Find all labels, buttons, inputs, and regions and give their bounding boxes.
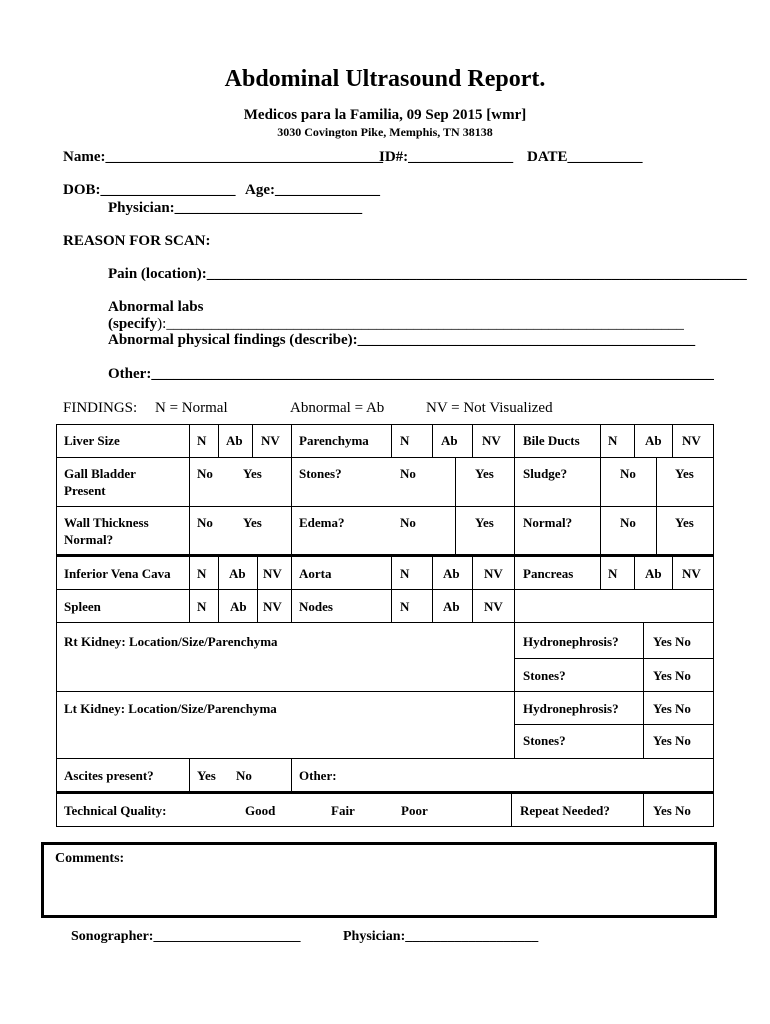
legend-normal: N = Normal xyxy=(155,400,228,416)
pancreas-nv-option[interactable]: NV xyxy=(682,566,701,581)
edema-no-option[interactable]: No xyxy=(400,515,416,530)
lt-stones-options[interactable]: Yes No xyxy=(653,733,691,748)
spleen-n-option[interactable]: N xyxy=(197,599,207,614)
parenchyma-n-option[interactable]: N xyxy=(400,433,410,448)
wall-no-option[interactable]: No xyxy=(197,515,213,530)
gall-bladder-label: Gall Bladder xyxy=(64,466,136,481)
stones-no-option[interactable]: No xyxy=(400,466,416,481)
nodes-nv-option[interactable]: NV xyxy=(484,599,503,614)
parenchyma-nv-option[interactable]: NV xyxy=(482,433,501,448)
stones-yes-option[interactable]: Yes xyxy=(475,466,494,481)
edema-yes-option[interactable]: Yes xyxy=(475,515,494,530)
labs-line: ):_____________________________________________________________________ xyxy=(157,316,684,332)
aorta-nv-option[interactable]: NV xyxy=(484,566,503,581)
clinic-line: Medicos para la Familia, 09 Sep 2015 [wmr] xyxy=(243,107,527,123)
technical-quality-label: Technical Quality: xyxy=(64,803,167,818)
gall-present-label: Present xyxy=(64,483,106,498)
pancreas-ab-option[interactable]: Ab xyxy=(645,566,662,581)
liver-nv-option[interactable]: NV xyxy=(261,433,280,448)
rt-stones-options[interactable]: Yes No xyxy=(653,668,691,683)
address-line: 3030 Covington Pike, Memphis, TN 38138 xyxy=(277,125,493,139)
reason-heading: REASON FOR SCAN: xyxy=(63,233,211,249)
lt-hydro-label: Hydronephrosis? xyxy=(523,701,619,716)
quality-good-option[interactable]: Good xyxy=(245,803,276,818)
liver-size-label: Liver Size xyxy=(64,433,120,448)
spleen-label: Spleen xyxy=(64,599,101,614)
sludge-yes-option[interactable]: Yes xyxy=(675,466,694,481)
nodes-ab-option[interactable]: Ab xyxy=(443,599,460,614)
footer-physician-field[interactable]: Physician:___________________ xyxy=(343,929,539,944)
labs-label: Abnormal labs (specify xyxy=(108,299,204,332)
aorta-ab-option[interactable]: Ab xyxy=(443,566,460,581)
labs-field[interactable] xyxy=(108,299,770,333)
physical-field[interactable]: Abnormal physical findings (describe):_____________________________________________ xyxy=(108,332,696,348)
lt-hydro-options[interactable]: Yes No xyxy=(653,701,691,716)
age-field[interactable]: Age:______________ xyxy=(245,182,380,198)
ascites-no-option[interactable]: No xyxy=(236,768,252,783)
bile-ducts-label: Bile Ducts xyxy=(523,433,580,448)
wall-thickness-label: Wall Thickness xyxy=(64,515,149,530)
ascites-other-field[interactable]: Other: xyxy=(299,768,337,783)
quality-fair-option[interactable]: Fair xyxy=(331,803,355,818)
bile-ab-option[interactable]: Ab xyxy=(645,433,662,448)
pancreas-label: Pancreas xyxy=(523,566,574,581)
rt-kidney-label: Rt Kidney: Location/Size/Parenchyma xyxy=(64,634,278,649)
ascites-label: Ascites present? xyxy=(64,768,154,783)
ivc-n-option[interactable]: N xyxy=(197,566,207,581)
nodes-label: Nodes xyxy=(299,599,333,614)
repeat-options[interactable]: Yes No xyxy=(653,803,691,818)
ivc-label: Inferior Vena Cava xyxy=(64,566,171,581)
spleen-nv-option[interactable]: NV xyxy=(263,599,282,614)
rt-stones-label: Stones? xyxy=(523,668,566,683)
wall-normal-label: Normal? xyxy=(64,532,114,547)
dob-field[interactable]: DOB:__________________ xyxy=(63,182,236,198)
parenchyma-ab-option[interactable]: Ab xyxy=(441,433,458,448)
nodes-n-option[interactable]: N xyxy=(400,599,410,614)
pain-field[interactable]: Pain (location):________________________________________________________________________ xyxy=(108,266,747,282)
physician-field[interactable]: Physician:_________________________ xyxy=(108,200,363,216)
ivc-nv-option[interactable]: NV xyxy=(263,566,282,581)
edema-label: Edema? xyxy=(299,515,345,530)
rt-hydro-options[interactable]: Yes No xyxy=(653,634,691,649)
bile-n-option[interactable]: N xyxy=(608,433,618,448)
ascites-yes-option[interactable]: Yes xyxy=(197,768,216,783)
wall-yes-option[interactable]: Yes xyxy=(243,515,262,530)
normal-label: Normal? xyxy=(523,515,573,530)
sludge-label: Sludge? xyxy=(523,466,568,481)
aorta-label: Aorta xyxy=(299,566,332,581)
comments-box[interactable] xyxy=(41,842,717,918)
pancreas-n-option[interactable]: N xyxy=(608,566,618,581)
liver-ab-option[interactable]: Ab xyxy=(226,433,243,448)
gall-no-option[interactable]: No xyxy=(197,466,213,481)
comments-label: Comments: xyxy=(55,851,125,866)
report-title: Abdominal Ultrasound Report. xyxy=(224,66,546,92)
gall-yes-option[interactable]: Yes xyxy=(243,466,262,481)
lt-kidney-label: Lt Kidney: Location/Size/Parenchyma xyxy=(64,701,277,716)
legend-nv: NV = Not Visualized xyxy=(426,400,553,416)
sludge-no-option[interactable]: No xyxy=(620,466,636,481)
other-field[interactable]: Other:___________________________________________________________________________ xyxy=(108,366,714,382)
quality-poor-option[interactable]: Poor xyxy=(401,803,428,818)
parenchyma-label: Parenchyma xyxy=(299,433,369,448)
date-field[interactable]: DATE__________ xyxy=(527,149,643,165)
bile-nv-option[interactable]: NV xyxy=(682,433,701,448)
liver-n-option[interactable]: N xyxy=(197,433,207,448)
stones-label: Stones? xyxy=(299,466,342,481)
spleen-ab-option[interactable]: Ab xyxy=(230,599,247,614)
id-field[interactable]: ID#:______________ xyxy=(379,149,514,165)
sonographer-field[interactable]: Sonographer:_____________________ xyxy=(71,929,301,944)
normal-no-option[interactable]: No xyxy=(620,515,636,530)
legend-abnormal: Abnormal = Ab xyxy=(290,400,385,416)
lt-stones-label: Stones? xyxy=(523,733,566,748)
rt-hydro-label: Hydronephrosis? xyxy=(523,634,619,649)
repeat-needed-label: Repeat Needed? xyxy=(520,803,610,818)
ivc-ab-option[interactable]: Ab xyxy=(229,566,246,581)
name-field[interactable]: Name:_____________________________________ xyxy=(63,149,383,165)
normal-yes-option[interactable]: Yes xyxy=(675,515,694,530)
findings-label: FINDINGS: xyxy=(63,400,138,416)
aorta-n-option[interactable]: N xyxy=(400,566,410,581)
